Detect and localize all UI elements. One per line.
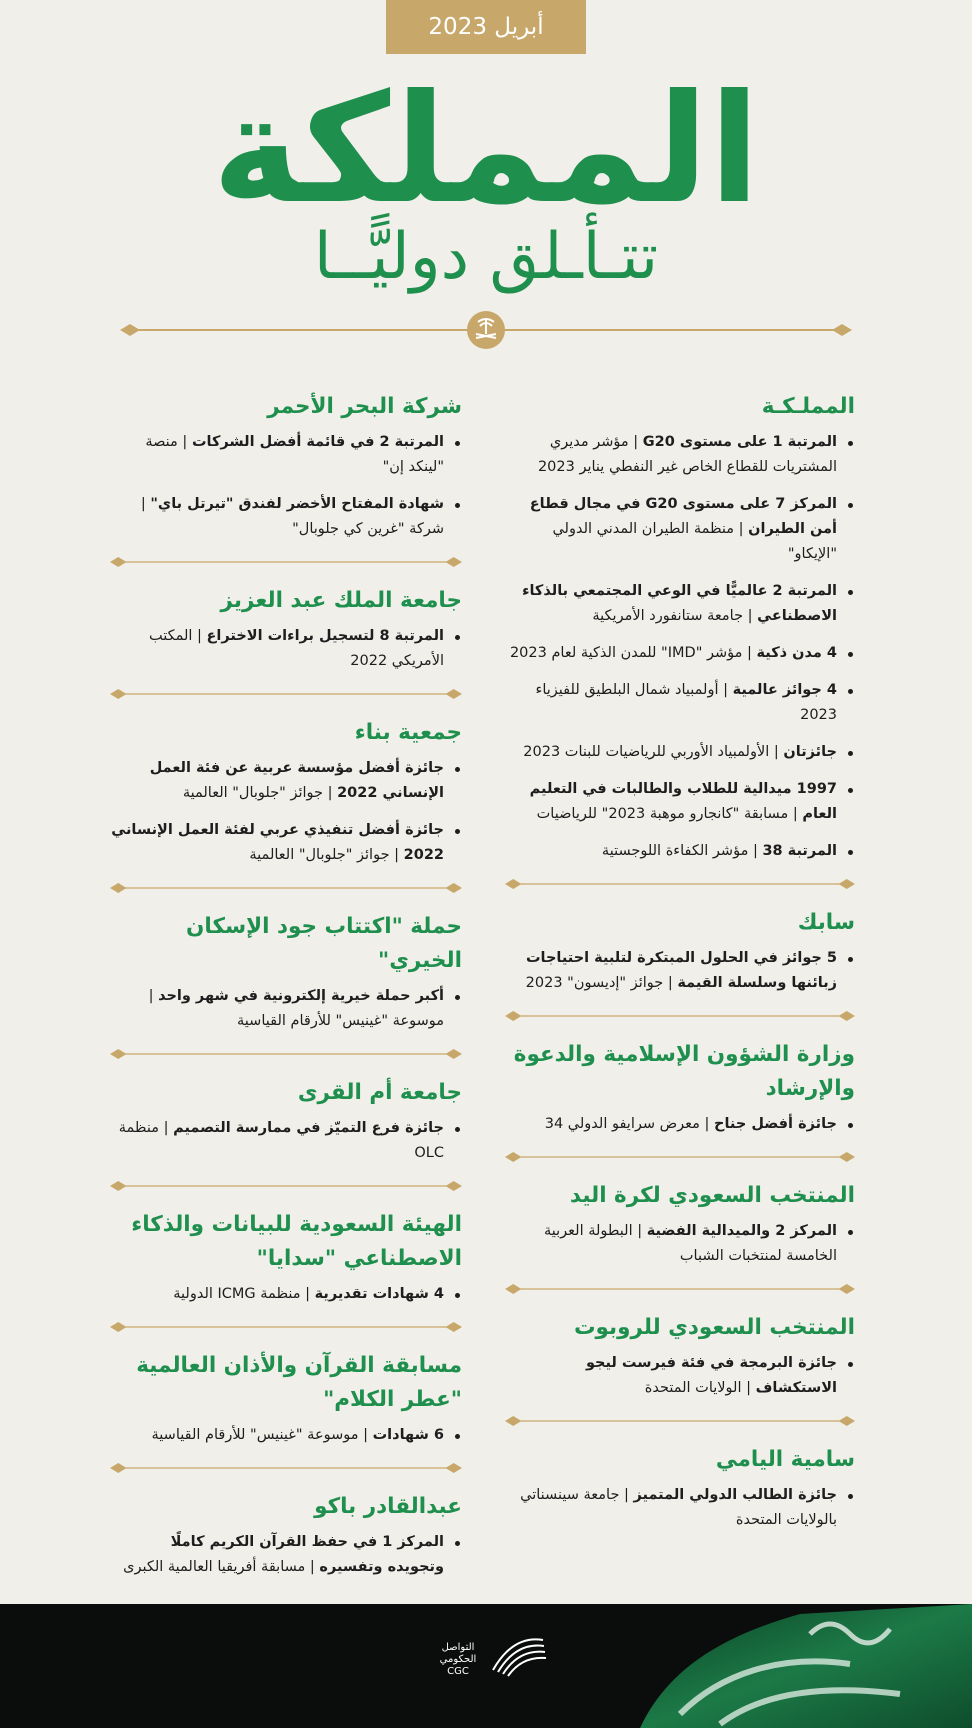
list-item <box>505 946 855 996</box>
item-highlight: المرتبة 2 في قائمة أفضل الشركات <box>191 434 444 450</box>
item-highlight: جائزة البرمجة في فئة فيرست ليجو الاستكشاف <box>585 1355 837 1396</box>
ornament-divider <box>120 310 852 350</box>
item-source: | الولايات المتحدة <box>644 1380 756 1396</box>
item-highlight: 4 شهادات تقديرية <box>314 1286 444 1302</box>
item-highlight: جائزة أفضل جناح <box>714 1116 837 1132</box>
item-highlight: المرتبة 8 لتسجيل براءات الاختراع <box>206 628 444 644</box>
item-source: | منظمة ICMG الدولية <box>173 1286 315 1302</box>
item-source: | مؤشر مديري المشتريات للقطاع الخاص غير النفطي يناير 2023 <box>537 434 837 475</box>
item-highlight: المركز 2 والميدالية الفضية <box>646 1223 837 1239</box>
section-title: المنتخب السعودي لكرة اليد <box>569 1183 855 1208</box>
section-title: الهيئة السعودية للبيانات والذكاء الاصطناعي "سدايا" <box>131 1212 462 1271</box>
list-item <box>505 1219 855 1269</box>
section-title: سابك <box>797 910 855 935</box>
item-highlight: المركز 7 على مستوى G20 في مجال قطاع أمن الطيران <box>529 496 837 537</box>
section-separator <box>110 1046 462 1062</box>
section-title: حملة "اكتتاب جود الإسكان الخيري" <box>186 914 462 973</box>
list-item <box>505 1112 855 1137</box>
logo-line-3: CGC <box>447 1666 469 1677</box>
section-title: وزارة الشؤون الإسلامية والدعوة والإرشاد <box>513 1042 855 1101</box>
item-highlight: المرتبة 2 عالميًّا في الوعي المجتمعي بالذكاء الاصطناعي <box>522 583 837 624</box>
section-title: مسابقة القرآن والأذان العالمية "عطر الكلام" <box>136 1353 462 1412</box>
item-source: | موسوعة "غينيس" للأرقام القياسية <box>151 1427 373 1443</box>
list-item <box>110 430 462 480</box>
section-separator <box>110 1319 462 1335</box>
item-highlight: 5 جوائز في الحلول المبتكرة لتلبية احتياجات زبائنها وسلسلة القيمة <box>525 950 837 991</box>
item-highlight: 4 جوائز عالمية <box>732 682 837 698</box>
section-title: جامعة أم القرى <box>297 1080 462 1105</box>
item-highlight: شهادة المفتاح الأخضر لفندق "تيرتل باي" <box>150 496 444 512</box>
list-item <box>110 1282 462 1307</box>
item-highlight: 4 مدن ذكية <box>756 645 837 661</box>
item-highlight: 1997 ميدالية للطلاب والطالبات في التعليم العام <box>529 781 837 822</box>
list-item <box>505 579 855 629</box>
item-source: | مؤشر الكفاءة اللوجستية <box>601 843 763 859</box>
footer <box>0 1604 972 1728</box>
section-title: المملـكـة <box>761 394 855 419</box>
list-item <box>505 492 855 567</box>
item-source: | معرض سرايفو الدولي 34 <box>544 1116 715 1132</box>
list-item <box>110 984 462 1034</box>
section-separator <box>110 554 462 570</box>
item-source: | مسابقة "كانجارو موهبة 2023" للرياضيات <box>536 806 803 822</box>
list-item <box>110 1423 462 1448</box>
date-badge: أبريل 2023 <box>386 0 586 54</box>
section-title: سامية اليامي <box>715 1447 855 1472</box>
section-separator <box>505 1008 855 1024</box>
item-source: | موسوعة "غينيس" للأرقام القياسية <box>148 988 444 1029</box>
item-source: | منظمة الطيران المدني الدولي "الإيكاو" <box>552 521 837 562</box>
section-title: عبدالقادر باكو <box>314 1494 462 1519</box>
item-source: | مؤشر "IMD" للمدن الذكية لعام 2023 <box>509 645 757 661</box>
cgc-logo-icon <box>488 1630 548 1680</box>
item-highlight: أكبر حملة خيرية إلكترونية في شهر واحد <box>158 988 444 1004</box>
cgc-logo-text <box>428 1642 488 1678</box>
item-highlight: جائزة أفضل تنفيذي عربي لفئة العمل الإنساني 2022 <box>111 822 444 863</box>
list-item <box>110 1116 462 1166</box>
section-separator <box>110 1460 462 1476</box>
section-title: شركة البحر الأحمر <box>267 394 462 419</box>
logo-line-2: الحكومي <box>439 1654 477 1665</box>
item-highlight: المرتبة 38 <box>762 843 837 859</box>
right-column <box>505 390 855 1545</box>
item-source: | المكتب الأمريكي 2022 <box>148 628 444 669</box>
list-item <box>505 777 855 827</box>
item-source: | منصة "لينكد إن" <box>145 434 444 475</box>
logo-line-1: التواصل <box>441 1642 475 1653</box>
item-source: | أولمبياد شمال البلطيق للفيزياء 2023 <box>535 682 837 723</box>
list-item <box>505 430 855 480</box>
section-separator <box>505 1413 855 1429</box>
list-item <box>505 1483 855 1533</box>
section-separator <box>110 880 462 896</box>
list-item <box>505 1351 855 1401</box>
palm-swords-emblem-icon <box>467 311 505 349</box>
section-separator <box>110 686 462 702</box>
item-source: | الأولمبياد الأوربي للرياضيات للبنات 2023 <box>523 744 784 760</box>
section-separator <box>505 1149 855 1165</box>
list-item <box>110 492 462 542</box>
item-source: | البطولة العربية الخامسة لمنتخبات الشباب <box>543 1223 837 1264</box>
saudi-flag-icon <box>600 1604 972 1728</box>
sub-title: تتـأـلق دوليًّــا <box>313 220 659 294</box>
section-title: جامعة الملك عبد العزيز <box>220 588 462 613</box>
section-title: جمعية بناء <box>354 720 462 745</box>
item-source: | جامعة سينسناتي بالولايات المتحدة <box>520 1487 837 1528</box>
list-item <box>505 740 855 765</box>
item-source: | شركة "غرين كي جلوبال" <box>140 496 444 537</box>
left-column <box>110 390 462 1592</box>
section-separator <box>110 1178 462 1194</box>
list-item <box>110 818 462 868</box>
list-item <box>110 624 462 674</box>
main-title: المملكة <box>211 63 761 237</box>
item-source: | منظمة OLC <box>118 1120 444 1161</box>
item-highlight: المركز 1 في حفظ القرآن الكريم كاملًا وتجويده وتفسيره <box>170 1534 444 1575</box>
item-source: | جوائز "جلوبال" العالمية <box>182 785 338 801</box>
list-item <box>505 839 855 864</box>
item-highlight: جائزة الطالب الدولي المتميز <box>633 1487 837 1503</box>
item-highlight: جائزة فرع التميّز في ممارسة التصميم <box>173 1120 444 1136</box>
item-source: | جوائز "جلوبال" العالمية <box>249 847 404 863</box>
item-highlight: المرتبة 1 على مستوى G20 <box>642 434 837 450</box>
item-highlight: جائزتان <box>783 744 837 760</box>
item-source: | جامعة ستانفورد الأمريكية <box>592 608 758 624</box>
section-separator <box>505 876 855 892</box>
section-title: المنتخب السعودي للروبوت <box>573 1315 855 1340</box>
item-source: | مسابقة أفريقيا العالمية الكبرى <box>123 1559 320 1575</box>
item-highlight: جائزة أفضل مؤسسة عربية عن فئة العمل الإنساني 2022 <box>149 760 444 801</box>
list-item <box>110 1530 462 1580</box>
item-highlight: 6 شهادات <box>372 1427 444 1443</box>
section-separator <box>505 1281 855 1297</box>
list-item <box>110 756 462 806</box>
list-item <box>505 641 855 666</box>
list-item <box>505 678 855 728</box>
item-source: | جوائز "إديسون" 2023 <box>525 975 678 991</box>
